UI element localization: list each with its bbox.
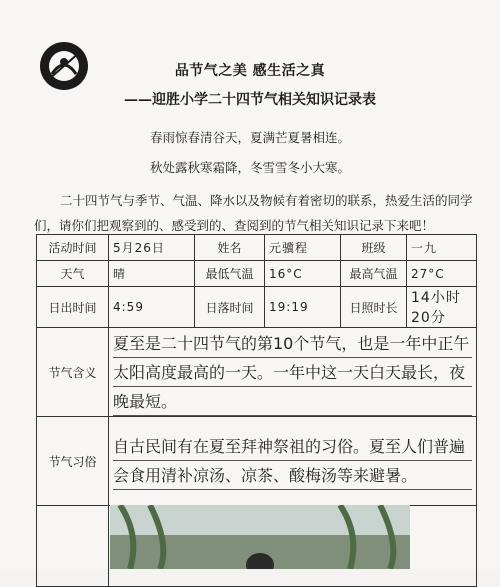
- class-value: 一九: [407, 235, 477, 261]
- poem-line-1: 春雨惊春清谷天，夏满芒夏暑相连。: [149, 130, 350, 145]
- intro-paragraph: 二十四节气与季节、气温、降水以及物候有着密切的联系，热爱生活的同学们，请你们把观察到的、感受到的、查阅到的节气相关知识记录下来吧！: [34, 193, 473, 233]
- page-subtitle: ——迎胜小学二十四节气相关知识记录表: [124, 92, 376, 108]
- daylight-value: 14小时20分: [407, 287, 477, 328]
- date-label: 活动时间: [37, 235, 109, 261]
- sunset-label: 日落时间: [195, 287, 265, 328]
- weather-value: 晴: [109, 261, 195, 287]
- custom-text: 自古民间有在夏至拜神祭祖的习俗。夏至人们普遍会食用清补凉汤、凉茶、酸梅汤等来避暑。: [113, 432, 472, 490]
- class-label: 班级: [341, 235, 407, 261]
- weather-label: 天气: [37, 261, 109, 287]
- high-temp-label: 最高气温: [341, 261, 407, 287]
- daylight-label: 日照时长: [341, 287, 407, 328]
- table-row: [37, 417, 477, 506]
- high-temp-value: 27°C: [407, 261, 477, 287]
- sunset-value: 19:19: [265, 287, 341, 328]
- low-temp-value: 16°C: [265, 261, 341, 287]
- table-row: [37, 328, 477, 417]
- date-value: 5月26日: [109, 235, 195, 261]
- low-temp-label: 最低气温: [195, 261, 265, 287]
- meaning-label: 节气含义: [37, 328, 109, 417]
- table-row: [37, 235, 477, 261]
- meaning-cell: [109, 328, 477, 417]
- page-title: 品节气之美 感生活之真: [174, 63, 326, 79]
- custom-label: 节气习俗: [37, 417, 109, 506]
- meaning-text: 夏至是二十四节气的第10个节气，也是一年中正午太阳高度最高的一天。一年中这一天白天最长，夜晚最短。: [113, 329, 472, 416]
- poem-line-2: 秋处露秋寒霜降，冬雪雪冬小大寒。: [149, 160, 350, 175]
- name-label: 姓名: [195, 235, 265, 261]
- custom-cell: [109, 417, 477, 506]
- table-row: [37, 287, 477, 328]
- photo-label-cell: [37, 506, 109, 587]
- sunrise-label: 日出时间: [37, 287, 109, 328]
- sunrise-value: 4:59: [109, 287, 195, 328]
- table-row: [37, 261, 477, 287]
- name-value: 元骥程: [265, 235, 341, 261]
- activity-photo: [110, 505, 410, 569]
